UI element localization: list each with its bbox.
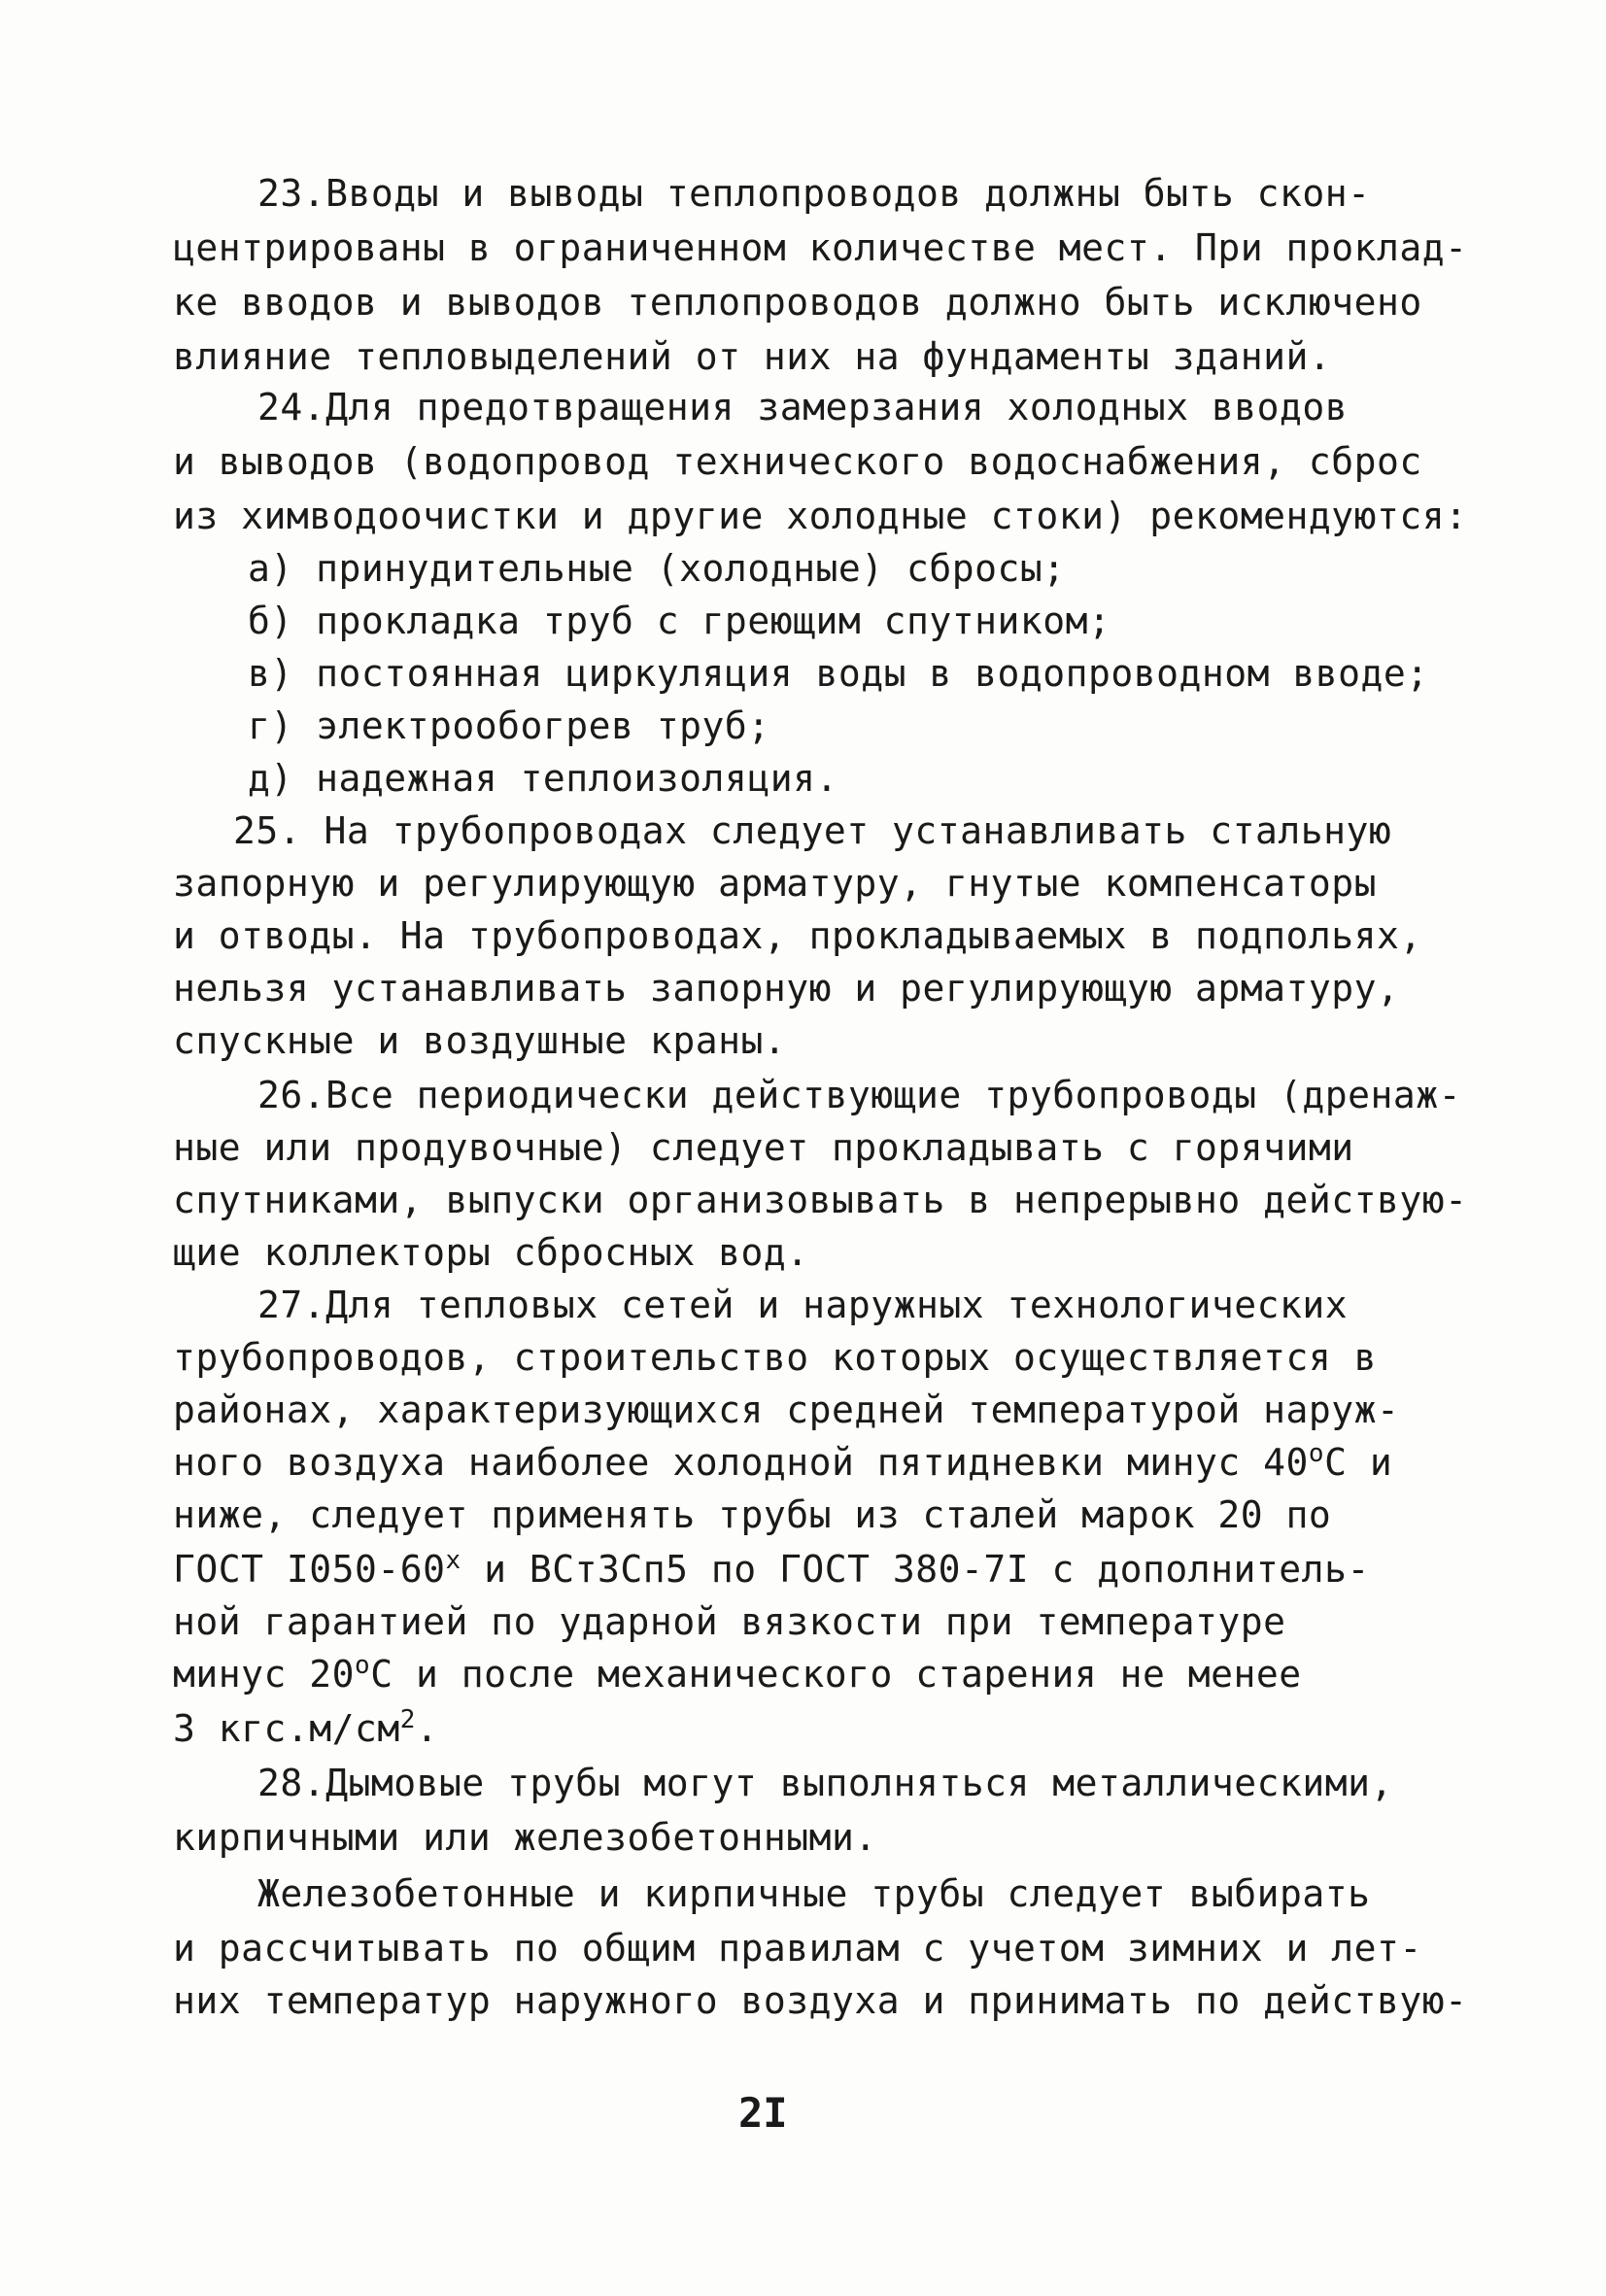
- p27-line-9-text: 3 кгс.м/см: [173, 1707, 400, 1750]
- degree-sign: о: [1308, 1439, 1325, 1468]
- p26-line-4: щие коллекторы сбросных вод.: [173, 1231, 809, 1274]
- p26-line-2: ные или продувочные) следует прокладывать с горячими: [173, 1126, 1354, 1169]
- p26-line-1: 26.Все периодически действующие трубопроводы (дренаж-: [257, 1074, 1462, 1116]
- p27-line-6-text: ГОСТ I050-60: [173, 1548, 446, 1591]
- p27-line-7: ной гарантией по ударной вязкости при температуре: [173, 1600, 1286, 1643]
- p24-line-1: 24.Для предотвращения замерзания холодных вводов: [257, 386, 1349, 428]
- p27-line-8-tail: С и после механического старения не менее: [370, 1653, 1302, 1696]
- superscript-x: х: [445, 1546, 461, 1575]
- p24-line-2: и выводов (водопровод технического водоснабжения, сброс: [173, 440, 1422, 483]
- degree-sign: о: [355, 1651, 371, 1680]
- p27-line-8-text: минус 20: [173, 1653, 356, 1696]
- p27-line-2: трубопроводов, строительство которых осуществляется в: [173, 1336, 1378, 1379]
- p24-item-a: а) принудительные (холодные) сбросы;: [248, 547, 1066, 590]
- p27-line-6: [173, 1546, 1370, 1591]
- p25-line-4: нельзя устанавливать запорную и регулирующую арматуру,: [173, 967, 1400, 1010]
- p27-line-9: [173, 1705, 439, 1750]
- p27-line-3: районах, характеризующихся средней температурой наруж-: [173, 1388, 1400, 1431]
- p27-line-6-tail: и ВСт3Сп5 по ГОСТ 380-7I с дополнитель-: [461, 1548, 1370, 1591]
- p27-line-4: [173, 1439, 1393, 1484]
- p24-item-d: д) надежная теплоизоляция.: [248, 757, 838, 800]
- p25-line-1: 25. На трубопроводах следует устанавливать стальную: [233, 809, 1392, 852]
- p23-line-1: 23.Вводы и выводы теплопроводов должны быть скон-: [257, 172, 1371, 215]
- p24-item-g: г) электрообогрев труб;: [248, 704, 770, 747]
- p27-line-8: [173, 1651, 1302, 1696]
- p23-line-2: центрированы в ограниченном количестве мест. При проклад-: [173, 226, 1468, 269]
- p28-line-1: 28.Дымовые трубы могут выполняться металлическими,: [257, 1762, 1393, 1804]
- p27-line-5: ниже, следует применять трубы из сталей марок 20 по: [173, 1493, 1332, 1536]
- p28-line-2: кирпичными или железобетонными.: [173, 1816, 877, 1859]
- p28b-line-3: них температур наружного воздуха и принимать по действую-: [173, 1979, 1468, 2022]
- p23-line-4: влияние тепловыделений от них на фундаменты зданий.: [173, 335, 1332, 378]
- p28b-line-1: Железобетонные и кирпичные трубы следует выбирать: [257, 1872, 1371, 1915]
- page-number: 2I: [738, 2089, 788, 2137]
- p25-line-2: запорную и регулирующую арматуру, гнутые компенсаторы: [173, 862, 1378, 905]
- superscript-2: 2: [399, 1705, 416, 1734]
- p27-line-1: 27.Для тепловых сетей и наружных технологических: [257, 1284, 1349, 1326]
- p25-line-3: и отводы. На трубопроводах, прокладываемых в подпольях,: [173, 914, 1422, 957]
- p24-item-v: в) постоянная циркуляция воды в водопроводном вводе;: [248, 652, 1429, 695]
- p23-line-3: ке вводов и выводов теплопроводов должно быть исключено: [173, 281, 1422, 324]
- p24-line-3: из химводоочистки и другие холодные стоки) рекомендуются:: [173, 495, 1468, 537]
- p24-item-b: б) прокладка труб с греющим спутником;: [248, 600, 1111, 642]
- p27-line-4-text: ного воздуха наиболее холодной пятидневки минус 40: [173, 1441, 1309, 1484]
- p26-line-3: спутниками, выпуски организовывать в непрерывно действую-: [173, 1179, 1468, 1221]
- p27-line-9-tail: .: [415, 1707, 439, 1750]
- p25-line-5: спускные и воздушные краны.: [173, 1019, 787, 1062]
- p27-line-4-tail: С и: [1324, 1441, 1393, 1484]
- p28b-line-2: и рассчитывать по общим правилам с учетом зимних и лет-: [173, 1927, 1422, 1970]
